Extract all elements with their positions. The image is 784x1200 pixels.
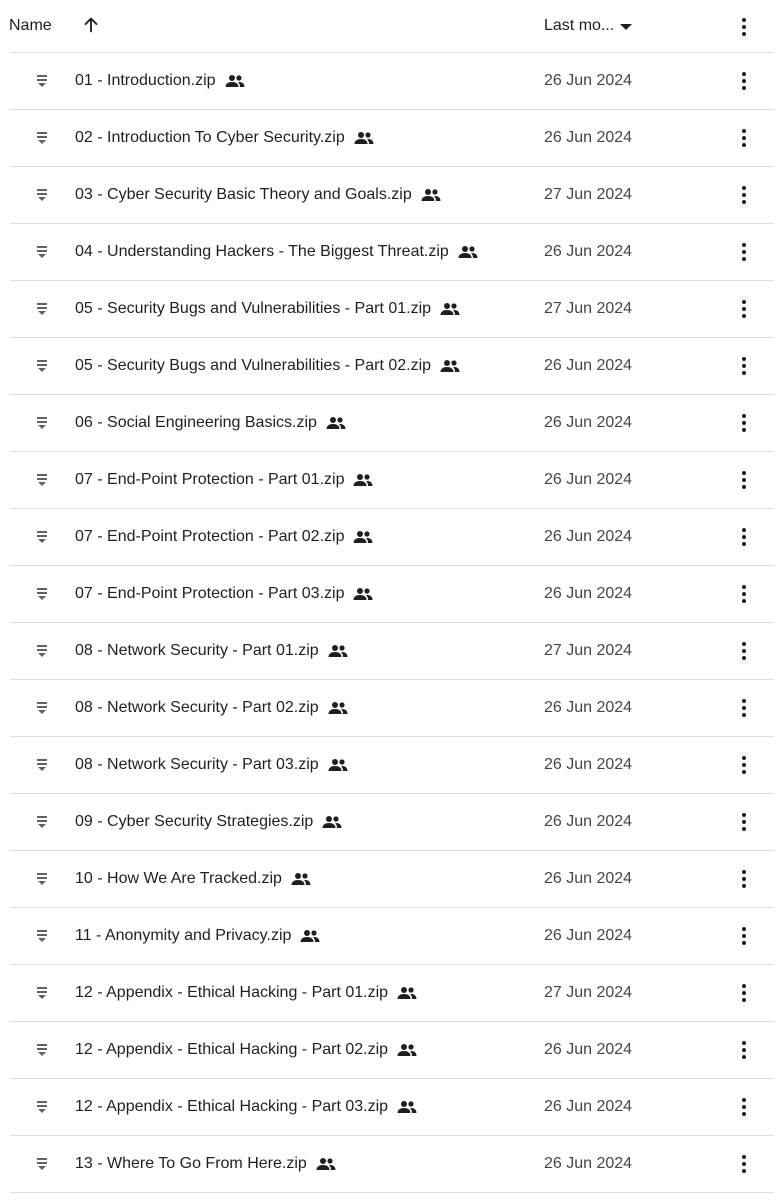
file-row[interactable] (10, 965, 774, 1022)
more-vert-icon[interactable] (734, 983, 754, 1003)
shared-people-icon (352, 587, 374, 601)
file-row[interactable] (10, 794, 774, 851)
zip-file-icon (36, 758, 48, 772)
file-name[interactable]: 08 - Network Security - Part 03.zip (75, 756, 319, 773)
zip-file-icon (36, 188, 48, 202)
file-modified-date: 26 Jun 2024 (544, 585, 633, 602)
file-name-cell[interactable] (75, 794, 343, 850)
arrow-up-icon[interactable] (80, 14, 102, 36)
zip-file-icon (36, 131, 48, 145)
file-modified-date: 26 Jun 2024 (544, 699, 633, 716)
more-vert-icon[interactable] (734, 812, 754, 832)
more-vert-icon[interactable] (734, 755, 754, 775)
more-vert-icon[interactable] (734, 1040, 754, 1060)
shared-people-icon (439, 302, 461, 316)
column-header-last-modified[interactable] (544, 17, 632, 35)
more-vert-icon[interactable] (734, 470, 754, 490)
shared-people-icon (352, 530, 374, 544)
file-name-cell[interactable] (75, 110, 375, 166)
file-modified-date: 26 Jun 2024 (544, 243, 633, 260)
file-modified-date: 27 Jun 2024 (544, 300, 633, 317)
file-modified-date: 26 Jun 2024 (544, 528, 633, 545)
zip-file-icon (36, 473, 48, 487)
zip-file-icon (36, 701, 48, 715)
file-name[interactable]: 11 - Anonymity and Privacy.zip (75, 927, 292, 944)
file-name[interactable]: 12 - Appendix - Ethical Hacking - Part 02.zip (75, 1041, 389, 1058)
file-name[interactable]: 09 - Cyber Security Strategies.zip (75, 813, 314, 830)
shared-people-icon (224, 74, 246, 88)
file-name-cell[interactable] (75, 395, 347, 451)
more-vert-icon[interactable] (734, 128, 754, 148)
shared-people-icon (352, 473, 374, 487)
file-row[interactable] (10, 1022, 774, 1079)
file-modified-date: 26 Jun 2024 (544, 1041, 633, 1058)
more-vert-icon[interactable] (734, 299, 754, 319)
file-name[interactable]: 08 - Network Security - Part 01.zip (75, 642, 319, 659)
file-name-cell[interactable] (75, 566, 374, 622)
zip-file-icon (36, 416, 48, 430)
zip-file-icon (36, 929, 48, 943)
more-vert-icon[interactable] (734, 698, 754, 718)
shared-people-icon (457, 245, 479, 259)
more-vert-icon[interactable] (734, 1097, 754, 1117)
zip-file-icon (36, 1100, 48, 1114)
shared-people-icon (420, 188, 442, 202)
more-vert-icon[interactable] (734, 356, 754, 376)
file-name-cell[interactable] (75, 53, 246, 109)
file-row[interactable] (10, 851, 774, 908)
file-name-cell[interactable] (75, 965, 418, 1021)
zip-file-icon (36, 815, 48, 829)
more-vert-icon[interactable] (734, 17, 754, 37)
file-name-cell[interactable] (75, 1136, 337, 1192)
file-row[interactable] (10, 167, 774, 224)
zip-file-icon (36, 872, 48, 886)
file-name[interactable]: 12 - Appendix - Ethical Hacking - Part 01.zip (75, 984, 389, 1001)
file-modified-date: 26 Jun 2024 (544, 129, 633, 146)
file-name[interactable]: 02 - Introduction To Cyber Security.zip (75, 129, 345, 146)
file-name-cell[interactable] (75, 224, 479, 280)
file-name-cell[interactable] (75, 509, 374, 565)
file-name-cell[interactable] (75, 623, 349, 679)
file-rows (10, 53, 774, 1193)
file-row[interactable] (10, 1079, 774, 1136)
file-modified-date: 26 Jun 2024 (544, 357, 633, 374)
file-name-cell[interactable] (75, 1079, 418, 1135)
shared-people-icon (327, 701, 349, 715)
file-row[interactable] (10, 281, 774, 338)
file-row[interactable] (10, 566, 774, 623)
caret-down-icon (620, 24, 632, 30)
file-modified-date: 26 Jun 2024 (544, 870, 633, 887)
file-name[interactable]: 04 - Understanding Hackers - The Biggest Threat.zip (75, 243, 449, 260)
file-name-cell[interactable] (75, 1022, 418, 1078)
file-name[interactable]: 12 - Appendix - Ethical Hacking - Part 03.zip (75, 1098, 389, 1115)
shared-people-icon (327, 644, 349, 658)
file-row[interactable] (10, 680, 774, 737)
file-name-cell[interactable] (75, 281, 461, 337)
more-vert-icon[interactable] (734, 527, 754, 547)
file-modified-date: 27 Jun 2024 (544, 984, 633, 1001)
file-name[interactable]: 10 - How We Are Tracked.zip (75, 870, 282, 887)
list-header (10, 0, 774, 53)
file-modified-date: 26 Jun 2024 (544, 1098, 633, 1115)
file-name-cell[interactable] (75, 452, 374, 508)
more-vert-icon[interactable] (734, 1154, 754, 1174)
file-name[interactable]: 07 - End-Point Protection - Part 01.zip (75, 471, 345, 488)
file-row[interactable] (10, 338, 774, 395)
file-name[interactable]: 13 - Where To Go From Here.zip (75, 1155, 307, 1172)
shared-people-icon (325, 416, 347, 430)
file-modified-date: 26 Jun 2024 (544, 1155, 633, 1172)
more-vert-icon[interactable] (734, 413, 754, 433)
file-name[interactable]: 08 - Network Security - Part 02.zip (75, 699, 319, 716)
file-name[interactable]: 05 - Security Bugs and Vulnerabilities - Part 02.zip (75, 357, 432, 374)
more-vert-icon[interactable] (734, 71, 754, 91)
file-name[interactable]: 01 - Introduction.zip (75, 72, 216, 89)
shared-people-icon (439, 359, 461, 373)
more-vert-icon[interactable] (734, 584, 754, 604)
zip-file-icon (36, 359, 48, 373)
file-row[interactable] (10, 110, 774, 167)
zip-file-icon (36, 1157, 48, 1171)
zip-file-icon (36, 644, 48, 658)
file-row[interactable] (10, 53, 774, 110)
file-row[interactable] (10, 908, 774, 965)
zip-file-icon (36, 1043, 48, 1057)
file-modified-date: 26 Jun 2024 (544, 471, 633, 488)
file-modified-date: 26 Jun 2024 (544, 927, 633, 944)
shared-people-icon (299, 929, 321, 943)
more-vert-icon[interactable] (734, 869, 754, 889)
file-name[interactable]: 05 - Security Bugs and Vulnerabilities - Part 01.zip (75, 300, 432, 317)
file-name-cell[interactable] (75, 737, 349, 793)
file-row[interactable] (10, 395, 774, 452)
shared-people-icon (321, 815, 343, 829)
file-modified-date: 27 Jun 2024 (544, 642, 633, 659)
more-vert-icon[interactable] (734, 185, 754, 205)
file-name-cell[interactable] (75, 338, 461, 394)
zip-file-icon (36, 302, 48, 316)
file-name[interactable]: 07 - End-Point Protection - Part 02.zip (75, 528, 345, 545)
file-row[interactable] (10, 1136, 774, 1193)
more-vert-icon[interactable] (734, 242, 754, 262)
file-name-cell[interactable] (75, 680, 349, 736)
file-modified-date: 26 Jun 2024 (544, 414, 633, 431)
file-name[interactable]: 07 - End-Point Protection - Part 03.zip (75, 585, 345, 602)
zip-file-icon (36, 986, 48, 1000)
zip-file-icon (36, 530, 48, 544)
file-modified-date: 26 Jun 2024 (544, 72, 633, 89)
file-row[interactable] (10, 737, 774, 794)
shared-people-icon (353, 131, 375, 145)
file-name[interactable]: 03 - Cyber Security Basic Theory and Goals.zip (75, 186, 412, 203)
file-modified-date: 26 Jun 2024 (544, 756, 633, 773)
shared-people-icon (290, 872, 312, 886)
more-vert-icon[interactable] (734, 641, 754, 661)
file-modified-date: 27 Jun 2024 (544, 186, 633, 203)
shared-people-icon (396, 1043, 418, 1057)
zip-file-icon (36, 74, 48, 88)
more-vert-icon[interactable] (734, 926, 754, 946)
shared-people-icon (327, 758, 349, 772)
shared-people-icon (315, 1157, 337, 1171)
file-name-cell[interactable] (75, 167, 442, 223)
shared-people-icon (396, 1100, 418, 1114)
column-header-last-modified-label: Last mo... (544, 17, 615, 34)
file-modified-date: 26 Jun 2024 (544, 813, 633, 830)
file-name-cell[interactable] (75, 851, 312, 907)
file-name[interactable]: 06 - Social Engineering Basics.zip (75, 414, 317, 431)
zip-file-icon (36, 245, 48, 259)
file-name-cell[interactable] (75, 908, 321, 964)
zip-file-icon (36, 587, 48, 601)
column-header-name[interactable]: Name (9, 17, 52, 34)
file-row[interactable] (10, 224, 774, 281)
shared-people-icon (396, 986, 418, 1000)
file-row[interactable] (10, 623, 774, 680)
file-row[interactable] (10, 452, 774, 509)
file-row[interactable] (10, 509, 774, 566)
